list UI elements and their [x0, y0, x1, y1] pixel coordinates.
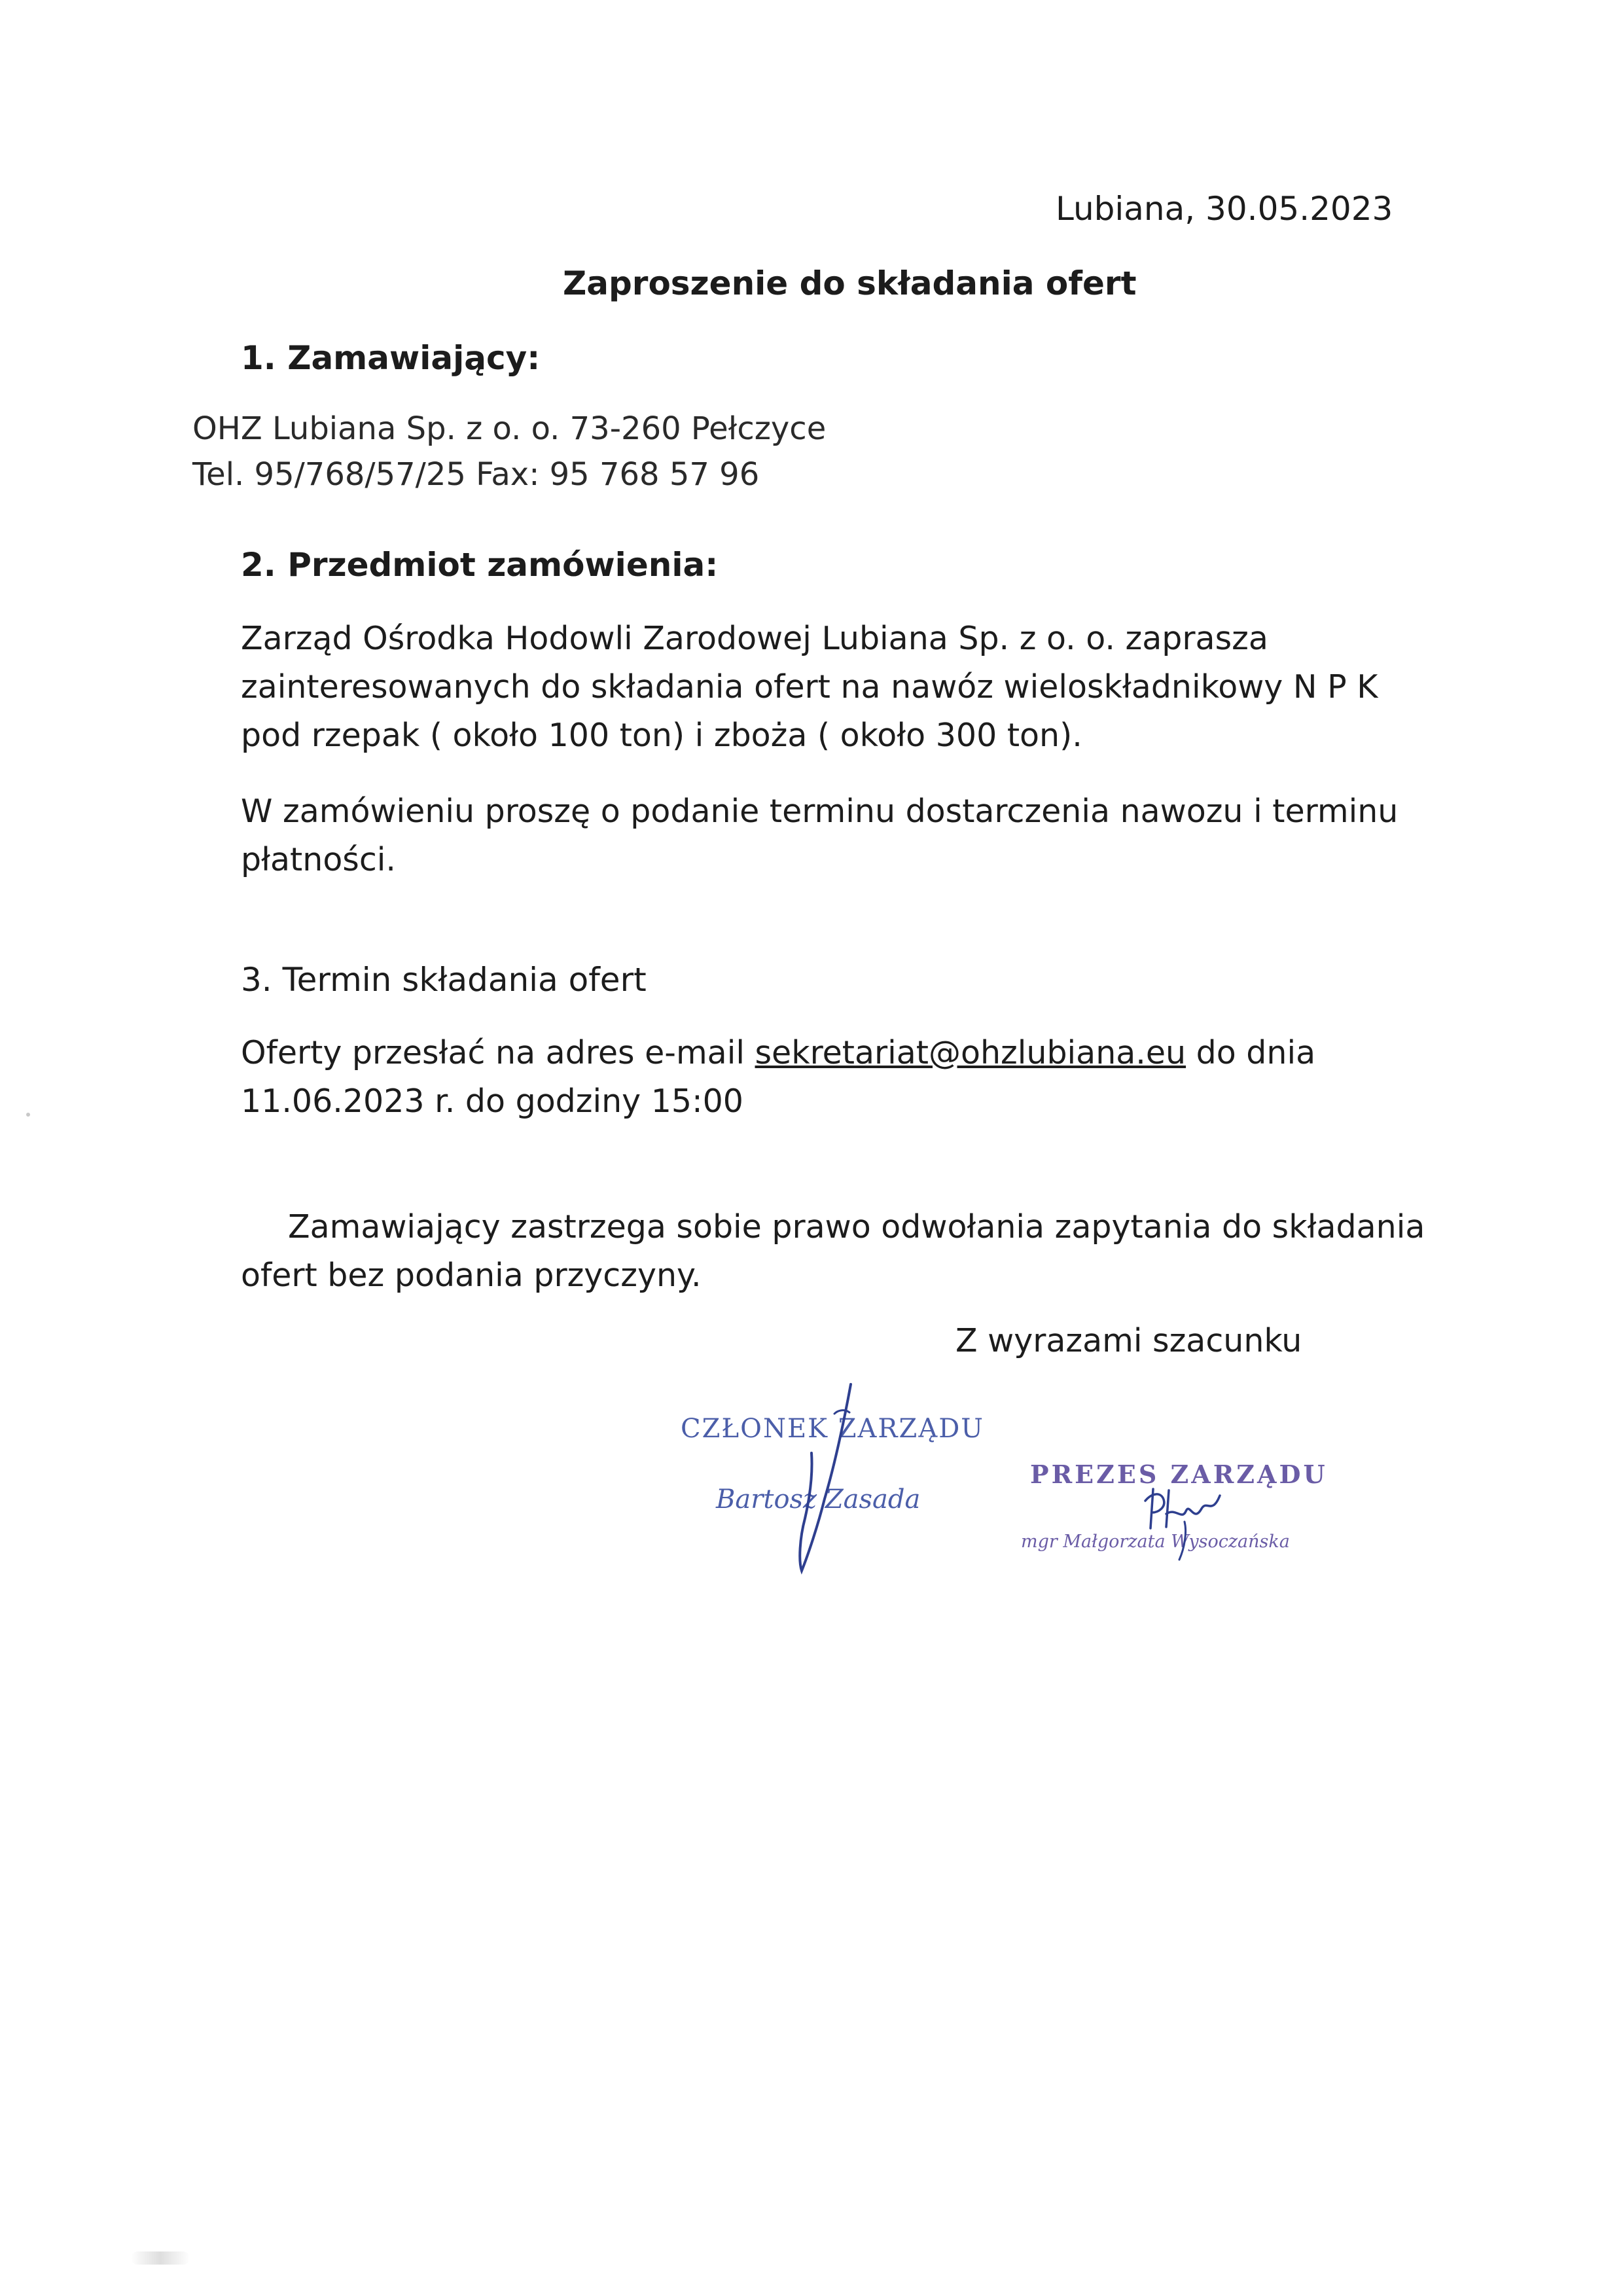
deadline-paragraph	[241, 1029, 1445, 1126]
deadline-text-before: Oferty przesłać na adres e-mail	[241, 1034, 755, 1071]
closing-phrase: Z wyrazami szacunku	[955, 1322, 1302, 1359]
subject-paragraph: Zarząd Ośrodka Hodowli Zarodowej Lubiana Sp. z o. o. zaprasza zainteresowanych do składania ofert na nawóz wieloskładnikowy N P K pod rzepak ( około 100 ton) i zboża ( około 300 ton).	[241, 620, 1378, 754]
email-link[interactable]: sekretariat@ohzlubiana.eu	[755, 1034, 1186, 1071]
section1-heading: 1. Zamawiający:	[241, 339, 541, 377]
order-terms-paragraph: W zamówieniu proszę o podanie terminu dostarczenia nawozu i terminu płatności.	[241, 793, 1399, 878]
scan-smudge	[131, 2251, 190, 2265]
phone-fax-line: Tel. 95/768/57/25 Fax: 95 768 57 96	[192, 456, 760, 493]
scan-speck	[26, 1113, 30, 1117]
stamp-board-member-title: CZŁONEK ZARZĄDU	[681, 1414, 985, 1444]
section3-heading: 3. Termin składania ofert	[241, 961, 647, 999]
stamp-president-name: mgr Małgorzata Wysoczańska	[1021, 1532, 1290, 1552]
place-date: Lubiana, 30.05.2023	[1056, 190, 1393, 228]
signature-president	[1139, 1482, 1237, 1574]
reservation-paragraph: Zamawiający zastrzega sobie prawo odwołania zapytania do składania ofert bez podania przyczyny.	[241, 1208, 1425, 1294]
section2-heading: 2. Przedmiot zamówienia:	[241, 546, 719, 584]
stamp-president-title: PREZES ZARZĄDU	[1030, 1460, 1328, 1489]
stamp-board-member-name: Bartosz Zasada	[716, 1484, 921, 1515]
document-title: Zaproszenie do składania ofert	[563, 264, 1137, 302]
deadline-text-after: do dnia 11.06.2023 r. do godziny 15:00	[241, 1034, 1316, 1120]
signature-board-member	[772, 1374, 877, 1584]
address-line: OHZ Lubiana Sp. z o. o. 73-260 Pełczyce	[192, 410, 827, 447]
